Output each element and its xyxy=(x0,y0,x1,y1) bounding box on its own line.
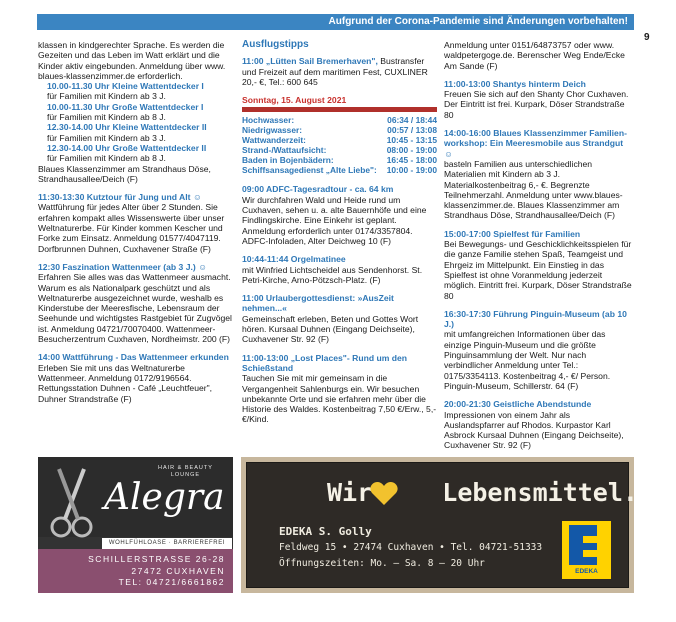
edeka-address: Feldweg 15 • 27474 Cuxhaven • Tel. 04721-51333 xyxy=(279,542,543,553)
event-urlaubergottesdienst xyxy=(242,293,437,344)
intro-location: Blaues Klassenzimmer am Strandhaus Döse, Strandhausallee/Deich (F) xyxy=(38,163,211,184)
chalkboard xyxy=(246,462,638,588)
event-body: Gemeinschaft erleben, Beten und Gottes Wort hören. Kursaal Duhnen (Eingang Deichseite), Cuxhavener Str. 92 (F) xyxy=(242,313,419,345)
alegra-advertisement xyxy=(38,457,233,593)
event-title: 11:00 „Lütten Sail Bremerhaven", xyxy=(242,56,378,67)
event-familienworkshop xyxy=(444,128,632,221)
event-shantys xyxy=(444,79,632,120)
event-title: 09:00 ADFC-Tagesradtour - ca. 64 km xyxy=(242,184,394,195)
event-title: 11:00 Urlaubergottesdienst: »AusZeit nehmen...« xyxy=(242,293,394,314)
edeka-logo-text: EDEKA xyxy=(575,568,598,575)
tide-value: 10:00 - 19:00 xyxy=(386,165,437,176)
event-body: mit umfangreichen Informationen über das einzige Pinguin-Museum und die größte Pinguinsammlung der Welt. Nur nach verbindlicher Anmeldung unter Tel.: 0175/3354113. Kostenbeitrag 4,- €/ Person. Pinguin-Museum, Schillerstr. 64 (F) xyxy=(444,329,611,391)
edeka-e-gap-bottom xyxy=(583,550,604,557)
event-abendstunde xyxy=(444,399,632,450)
event-body: Erfahren Sie alles was das Wattenmeer ausmacht. Warum es als Nationalpark geschützt und als Weltnaturerbe ausgezeichnet wurde, weshalb es Kinderstube der Meeresfische, Lebensraum der Seehunde und wichtigstes Rastgebiet für Zugvögel ist. Anmeldung 04721/70070400. Wattenmeer-Besucherzentrum Cuxhaven, Nordheimstr. 200 (F) xyxy=(38,272,232,345)
date-heading: Sonntag, 15. August 2021 xyxy=(242,95,347,106)
col1-intro xyxy=(38,40,234,184)
event-title: 11:00-13:00 „Lost Places"- Rund um den Schießstand xyxy=(242,352,408,373)
event-body: Bei Bewegungs- und Geschicklichkeitsspielen für die ganze Familie stehen Spaß, Teamgeist und Ehrgeiz im Mittelpunkt. Ein Einstieg in das Spielfest ist ohne Voranmeldung jederzeit möglich. Eintritt frei. Kurpark, Döser Strandstraße 80 xyxy=(444,239,632,301)
event-body: Wattführung für jedes Alter über 2 Stunden. Sie erfahren kompakt alles Wissenswerte über unser Weltnaturerbe. Für Kinder kommen Kescher und Forke zum Einsatz. Anmeldung 01577/4047119. Dorfbrunnen Duhnen, Cuxhavener Straße (F) xyxy=(38,202,225,254)
edeka-e-gap-top xyxy=(583,536,604,543)
event-luetten-sail xyxy=(242,56,437,87)
event-body: Wir durchfahren Wald und Heide rund um Cuxhaven, sehen u. a. alte Bauernhöfe und eine Findlingskirche. Eine Einkehr ist geplant. Anmeldung erforderlich unter 0174/3357804. ADFC-Infoladen, Alter Deichweg 10 (F) xyxy=(242,194,427,246)
alegra-lounge-line2: LOUNGE xyxy=(170,472,201,478)
tide-value: 08:00 - 19:00 xyxy=(386,145,437,156)
tour-desc-2: für Familien mit Kindern ab 8 J. xyxy=(47,112,166,123)
edeka-logo xyxy=(562,521,611,579)
event-title: 15:00-17:00 Spielfest für Familien xyxy=(444,228,581,239)
column-2 xyxy=(242,40,437,433)
event-faszination-wattenmeer xyxy=(38,262,234,344)
event-body: Anmeldung unter 0151/64873757 oder www. waldpetergoge.de. Berenscher Weg Ende/Ecke Am Sande (F) xyxy=(444,40,625,71)
event-title: 14:00 Wattführung - Das Wattenmeer erkunden xyxy=(38,352,229,363)
tide-value: 06:34 / 18:44 xyxy=(387,115,437,126)
event-body: Impressionen von einem Jahr als Auslandspfarrer auf Rhodos. Kurpastor Karl Asbrock Kursaal Duhnen (Eingang Deichseite), Cuxhavener Str. 92 (F) xyxy=(444,409,624,451)
event-body: basteln Familien aus unterschiedlichen Materialien mit Kindern ab 3 J. Materialkostenbeitrag 6,- €. Begrenzte Teilnehmerzahl. Anmeldung unter www.blaues-klassenzimmer.de. Blaues Klassenzimmer am Strandhaus Döse, Strandhausallee/Deich (F) xyxy=(444,158,623,221)
event-body: mit Winfried Lichtscheidel aus Sendenhorst. St. Petri-Kirche, Arno-Pötzsch-Platz. (F) xyxy=(242,264,423,285)
event-title: 11:30-13:30 Kutztour für Jung und Alt ☺ xyxy=(38,192,202,203)
edeka-advertisement xyxy=(241,457,638,593)
tour-desc-3: für Familien mit Kindern ab 3 J. xyxy=(47,132,166,143)
tide-value: 00:57 / 13:08 xyxy=(387,125,437,136)
event-lost-places xyxy=(242,353,437,425)
event-body: Tauchen Sie mit mir gemeinsam in die Vergangenheit Sahlenburgs ein. Wir besuchen unbekannte Orte und sie erfahren mehr über die Historie des Waldes. Kostenbeitrag 7,50 €/Erw., 5,- €/Kind. xyxy=(242,373,437,425)
event-body: Erleben Sie mit uns das Weltnaturerbe Wattenmeer. Anmeldung 0172/9196564. Rettungsstation Duhnen - Café „Leuchtfeuer", Duhner Strandstraße (F) xyxy=(38,362,213,404)
edeka-store-name: EDEKA S. Golly xyxy=(279,525,372,538)
tour-time-2: 10.00-11.30 Uhr Große Wattentdecker I xyxy=(47,101,204,112)
intro-text: klassen in kindgerechter Sprache. Es werden die Gezeiten und das Leben im Watt erklärt und die Kinder aktiv eingebunden. Anmeldung über www. blaues-klassenzimmer.de erforderlich. xyxy=(38,40,226,81)
event-title: 10:44-11:44 Orgelmatinee xyxy=(242,254,346,265)
tide-label: Hochwasser: xyxy=(242,115,295,126)
tide-row xyxy=(242,125,437,135)
tour-desc-4: für Familien mit Kindern ab 8 J. xyxy=(47,153,166,164)
event-orgelmatinee xyxy=(242,254,437,285)
tide-row xyxy=(242,145,437,155)
column-3 xyxy=(444,40,632,469)
event-body: Bustransfer und Freizeit auf dem maritimen Fest, CUXLINER 20,- €, Tel.: 600 645 xyxy=(242,56,428,87)
alegra-logo-text: Alegra xyxy=(104,477,225,518)
tide-row xyxy=(242,115,437,125)
tide-row xyxy=(242,135,437,145)
corona-notice-bar: Aufgrund der Corona-Pandemie sind Änderungen vorbehalten! xyxy=(37,14,634,30)
tide-label: Schiffsansagedienst „Alte Liebe": xyxy=(242,165,377,176)
alegra-tagline: WOHLFÜHLOASE · BARRIEREFREI xyxy=(102,538,232,549)
tour-time-3: 12.30-14.00 Uhr Kleine Wattentdecker II xyxy=(47,122,207,133)
edeka-hours: Öffnungszeiten: Mo. – Sa. 8 – 20 Uhr xyxy=(279,558,485,569)
tide-row xyxy=(242,165,437,175)
event-spielfest xyxy=(444,229,632,301)
tour-desc-1: für Familien mit Kindern ab 3 J. xyxy=(47,91,166,102)
event-title: 11:00-13:00 Shantys hinterm Deich xyxy=(444,78,586,89)
tide-row xyxy=(242,155,437,165)
alegra-city: 27472 CUXHAVEN xyxy=(131,565,225,576)
alegra-lounge-line1: HAIR & BEAUTY xyxy=(158,465,213,471)
scissors-icon xyxy=(48,465,98,541)
edeka-e-icon xyxy=(569,525,597,565)
tour-time-1: 10.00-11.30 Uhr Kleine Wattentdecker I xyxy=(47,81,204,92)
tide-label: Wattwanderzeit: xyxy=(242,135,306,146)
tide-label: Baden in Bojenbädern: xyxy=(242,155,334,166)
event-adfc-radtour xyxy=(242,184,437,246)
alegra-contact xyxy=(38,549,233,593)
page-number: 9 xyxy=(644,32,650,43)
tide-value: 16:45 - 18:00 xyxy=(386,155,437,166)
ausflugstipps-heading: Ausflugstipps xyxy=(242,39,309,50)
event-title: 20:00-21:30 Geistliche Abendstunde xyxy=(444,399,592,410)
alegra-phone: TEL: 04721/6661862 xyxy=(118,577,225,587)
event-title: 16:30-17:30 Führung Pinguin-Museum (ab 10 J.) xyxy=(444,308,627,330)
col3-intro xyxy=(444,40,632,71)
event-body: Freuen Sie sich auf den Shanty Chor Cuxhaven. Der Eintritt ist frei. Kurpark, Döser Strandstraße 80 xyxy=(444,89,629,120)
event-wattfuehrung xyxy=(38,352,234,403)
event-title: 14:00-16:00 Blaues Klassenzimmer Familien-workshop: Ein Meeresmobile aus Strandgut ☺ xyxy=(444,128,627,159)
alegra-street: SCHILLERSTRASSE 26-28 xyxy=(88,554,225,564)
slogan-pre: Wir xyxy=(327,478,373,507)
date-divider xyxy=(242,107,437,112)
slogan-post: Lebensmittel. xyxy=(442,478,638,507)
event-pinguin-museum xyxy=(444,309,632,391)
tide-table xyxy=(242,115,437,175)
tide-value: 10:45 - 13:15 xyxy=(386,135,437,146)
event-title: 12:30 Faszination Wattenmeer (ab 3 J.) ☺ xyxy=(38,261,207,272)
tour-time-4: 12.30-14.00 Uhr Große Wattentdecker II xyxy=(47,142,207,153)
tide-label: Strand-/Wattaufsicht: xyxy=(242,145,327,156)
heart-icon xyxy=(370,482,398,506)
tide-label: Niedrigwasser: xyxy=(242,125,303,136)
column-1 xyxy=(38,40,234,412)
event-kutztour xyxy=(38,192,234,254)
